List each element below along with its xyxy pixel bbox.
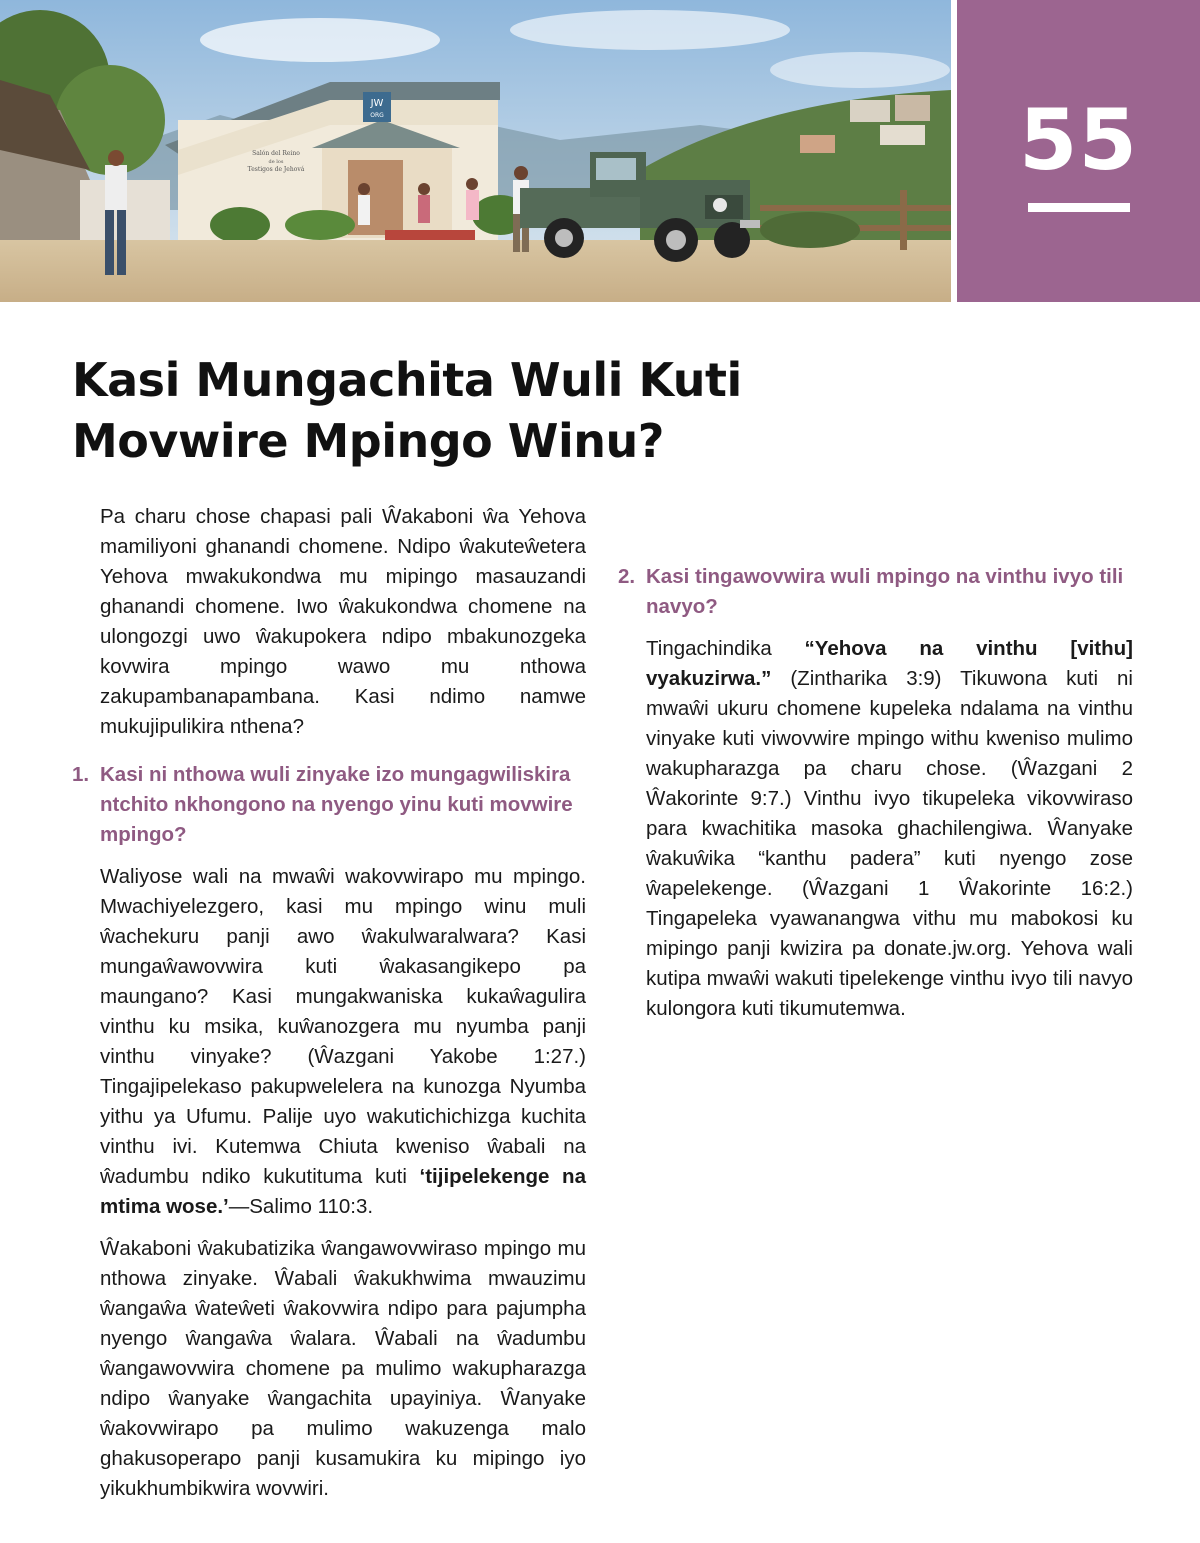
intro-paragraph: Pa charu chose chapasi pali Ŵakaboni ŵa Yehova mamiliyoni ghanandi chomene. Ndipo ŵakuteŵetera Yehova mwakukondwa mu mipingo masauzandi ghanandi chomene. Iwo ŵakukondwa chomene na ulongozgi uwo ŵakupokera ndipo mbakunozgeka kovwira mpingo wawo mu nthowa zakupambanapambana. Kasi ndimo namwe mukujipulikira nthena? bbox=[100, 505, 586, 738]
answer-1-paragraph-2: Ŵakaboni ŵakubatizika ŵangawovwiraso mpingo mu nthowa zinyake. Ŵabali ŵakukhwima mwauzimu ŵangaŵa ŵateŵeti ŵakovwira ndipo para pajumpha nyengo ŵangaŵa ŵalara. Ŵabali na ŵadumbu ŵangawovwira chomene pa mulimo wakupharazga ndipo ŵanyake ŵangachita upayiniya. Ŵanyake ŵakovwirapo pa mulimo wakuzenga malo ghakusoperapo panji kusamukira ku mipingo iyo yikukhumbikwira wovwiri. bbox=[100, 1237, 586, 1500]
jw-logo-text: JW bbox=[370, 98, 384, 109]
hall-sign-line-3: Testigos de Jehová bbox=[247, 166, 305, 173]
hall-sign-line-1: Salón del Reino bbox=[252, 150, 300, 157]
question-2 bbox=[618, 562, 1133, 622]
question-1-text: Kasi ni nthowa wuli zinyake izo mungagwiliskira ntchito nkhongono na nyengo yinu kuti movwire mpingo? bbox=[100, 763, 573, 846]
left-column bbox=[72, 502, 586, 1516]
answer-2-lead: Tingachindika bbox=[646, 637, 805, 660]
page-title: Kasi Mungachita Wuli Kuti Movwire Mpingo Winu? bbox=[72, 353, 742, 468]
answer-2-scripture-quote: “Yehova na vinthu [vithu] vyakuzirwa.” bbox=[646, 637, 1133, 690]
answer-1-paragraph-1 bbox=[100, 862, 586, 1222]
lesson-number-box bbox=[957, 0, 1200, 302]
answer-1-paragraph-1-text: Waliyose wali na mwaŵi wakovwirapo mu mpingo. Mwachiyelezgero, kasi mu mpingo winu muli ŵachekuru panji awo ŵakulwaralwara? Kasi mungaŵawovwira kuti ŵakasangikepo pa maungano? Kasi mungakwaniska kukaŵagulira vinthu ku msika, kuŵanozgera mu nyumba panji vinthu vinyake? (Ŵazgani Yakobe 1:27.) Tingajipelekaso pakupwelelera na kunozga Nyumba yithu ya Ufumu. Palije uyo wakutichichizga kuchita vinthu ivi. Kutemwa Chiuta kweniso ŵabali na ŵadumbu ndiko kukutituma kuti bbox=[100, 865, 586, 1188]
right-column bbox=[618, 562, 1133, 1036]
hall-sign-line-2: de los bbox=[268, 159, 284, 165]
jw-logo-sub: ORG bbox=[370, 112, 384, 119]
answer-1-scripture-ref: —Salimo 110:3. bbox=[228, 1195, 374, 1218]
answer-1-scripture-quote: ‘tijipelekenge na mtima wose.’ bbox=[100, 1165, 586, 1218]
lesson-number: 55 bbox=[1019, 91, 1138, 189]
answer-2-paragraph bbox=[646, 634, 1133, 1024]
question-2-number: 2. bbox=[618, 565, 636, 588]
header-photo bbox=[0, 0, 951, 302]
answer-2-rest: (Zintharika 3:9) Tikuwona kuti ni mwaŵi ukuru chomene kupeleka ndalama na vinthu vinyake kuti viwovwire mpingo withu kweniso mulimo wakupharazga pa charu chose. (Ŵazgani 2 Ŵakorinte 9:7.) Vinthu ivyo tikupeleka vikovwiraso para kwachitika masoka ghachilengiwa. Ŵanyake ŵakuŵika “kanthu padera” kuti nyengo zose ŵapelekenge. (Ŵazgani 1 Ŵakorinte 16:2.) Tingapeleka vyawanangwa vithu mu mabokosi ku mipingo panji kwizira pa donate.jw.org. Yehova wali kutipa mwaŵi wakuti tipelekenge vinthu ivyo tili navyo kulongora kuti tikumutemwa. bbox=[646, 667, 1133, 1020]
question-1-number: 1. bbox=[72, 763, 90, 786]
question-1 bbox=[72, 760, 586, 850]
lesson-number-underline bbox=[1028, 203, 1130, 212]
question-2-text: Kasi tingawovwira wuli mpingo na vinthu ivyo tili navyo? bbox=[646, 565, 1124, 618]
